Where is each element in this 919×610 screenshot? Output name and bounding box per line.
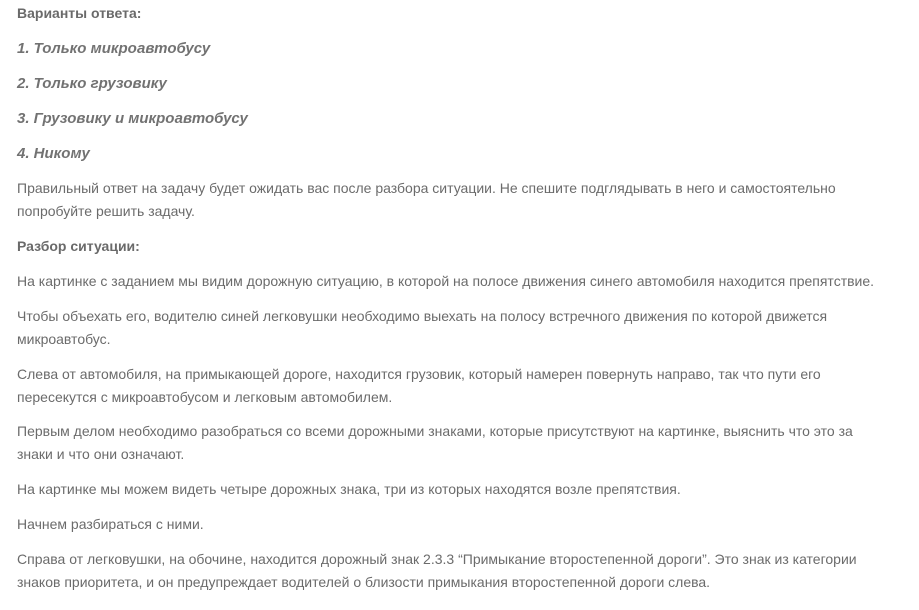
- answer-option-4: 4. Никому: [17, 145, 90, 162]
- answer-option-2: 2. Только грузовику: [17, 75, 167, 92]
- paragraph-line: На картинке мы можем видеть четыре дорожных знака, три из которых находятся возле препятствия.: [17, 481, 681, 497]
- paragraph-line: микроавтобус.: [17, 331, 111, 347]
- paragraph-line: Справа от легковушки, на обочине, находится дорожный знак 2.3.3 “Примыкание второстепенной дороги”. Это знак из категории: [17, 551, 857, 567]
- paragraph-line: Первым делом необходимо разобраться со всеми дорожными знаками, которые присутствуют на картинке, выяснить что это за: [17, 423, 853, 439]
- intro-paragraph-line-1: Правильный ответ на задачу будет ожидать вас после разбора ситуации. Не спешите подглядывать в него и самостоятельно: [17, 180, 836, 196]
- paragraph-line: пересекутся с микроавтобусом и легковым автомобилем.: [17, 389, 393, 405]
- answer-option-3: 3. Грузовику и микроавтобусу: [17, 110, 248, 127]
- answer-option-1: 1. Только микроавтобусу: [17, 40, 211, 57]
- paragraph-line: знаков приоритета, и он предупреждает водителей о близости примыкания второстепенной дороги слева.: [17, 574, 711, 590]
- intro-paragraph-line-2: попробуйте решить задачу.: [17, 203, 195, 219]
- paragraph-line: Слева от автомобиля, на примыкающей дороге, находится грузовик, который намерен повернуть направо, так что пути его: [17, 366, 821, 382]
- paragraph-line: знаки и что они означают.: [17, 446, 185, 462]
- paragraph-line: Чтобы объехать его, водителю синей легковушки необходимо выехать на полосу встречного движения по которой движется: [17, 308, 828, 324]
- answer-options-heading: Варианты ответа:: [17, 5, 142, 21]
- paragraph-line: Начнем разбираться с ними.: [17, 516, 204, 532]
- analysis-heading: Разбор ситуации:: [17, 238, 140, 254]
- paragraph-line: На картинке с заданием мы видим дорожную ситуацию, в которой на полосе движения синего автомобиля находится препятствие.: [17, 273, 875, 289]
